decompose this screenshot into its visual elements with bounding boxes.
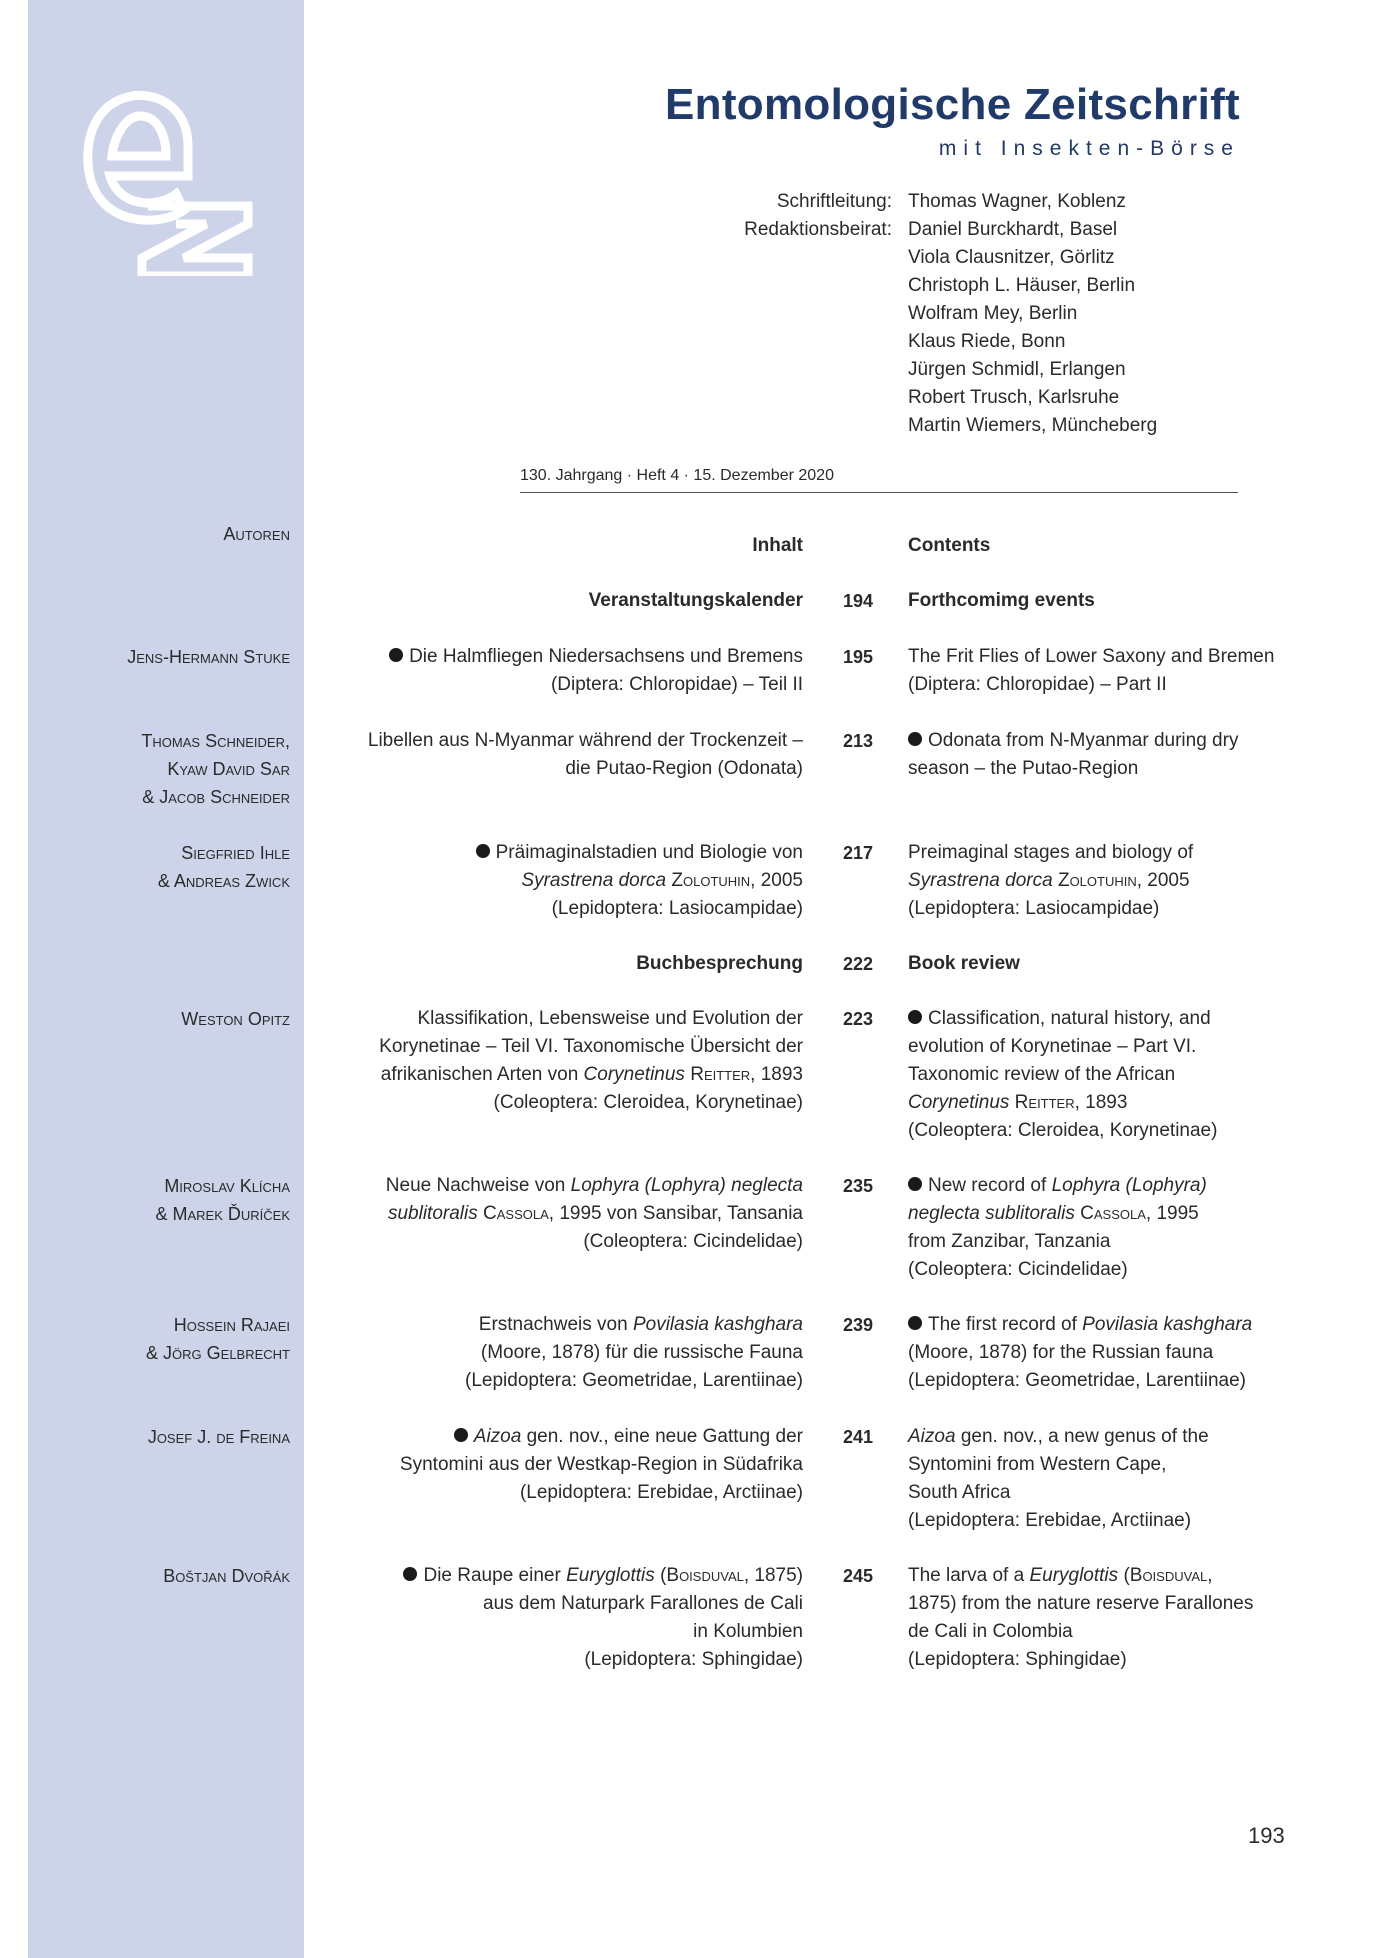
title-line: de Cali in Colombia — [908, 1621, 1073, 1642]
entry-title-en — [908, 839, 1308, 923]
author-name: & Andreas Zwick — [157, 871, 290, 891]
events-page: 194 — [842, 591, 874, 611]
title-line: season – the Putao-Region — [908, 758, 1139, 779]
title-line: die Putao-Region (Odonata) — [565, 758, 803, 779]
species-name: sublitoralis — [387, 1203, 478, 1224]
entry-authors — [146, 1311, 290, 1367]
species-author: Zolotuhin, 2005 — [1057, 870, 1190, 891]
board-member: Klaus Riede, Bonn — [908, 331, 1066, 352]
title-line: 1875) from the nature reserve Farallones — [908, 1593, 1254, 1614]
title-line: (Moore, 1878) for the Russian fauna — [908, 1342, 1214, 1363]
board-member: Daniel Burckhardt, Basel — [908, 219, 1118, 240]
entry-title-en — [908, 1562, 1308, 1674]
header-divider — [520, 492, 1238, 493]
board-member: Christoph L. Häuser, Berlin — [908, 275, 1136, 296]
open-access-dot-icon — [908, 1316, 922, 1330]
editorial-labels — [744, 188, 892, 244]
entry-title-de — [333, 1311, 803, 1395]
entry-authors — [148, 1423, 290, 1451]
title-line: New record of — [928, 1175, 1047, 1196]
genus-name: Aizoa — [908, 1426, 956, 1447]
title-line: (Lepidoptera: Lasiocampidae) — [551, 898, 803, 919]
entry-title-de — [333, 839, 803, 923]
title-line: (Coleoptera: Cicindelidae) — [583, 1231, 803, 1252]
title-line: Die Halmfliegen Niedersachsens und Bremens — [409, 646, 803, 667]
title-line: in Kolumbien — [693, 1621, 803, 1642]
title-line: The Frit Flies of Lower Saxony and Bremen — [908, 646, 1275, 667]
entry-title-en — [908, 643, 1308, 699]
events-title-en: Forthcomimg events — [908, 590, 1095, 611]
title-line: aus dem Naturpark Farallones de Cali — [483, 1593, 803, 1614]
entry-page: 241 — [842, 1427, 874, 1447]
entry-page: 195 — [842, 647, 874, 667]
title-line: (Lepidoptera: Geometridae, Larentiinae) — [465, 1370, 803, 1391]
editor-name: Thomas Wagner, Koblenz — [908, 191, 1126, 212]
species-name: Lophyra (Lophyra) neglecta — [570, 1175, 803, 1196]
species-name: neglecta sublitoralis — [908, 1203, 1075, 1224]
entry-title-en — [908, 727, 1308, 783]
genus-name: Corynetinus — [583, 1064, 685, 1085]
title-line: (Lepidoptera: Geometridae, Larentiinae) — [908, 1370, 1246, 1391]
title-line: Libellen aus N-Myanmar während der Trockenzeit – — [367, 730, 803, 751]
species-name: Syrastrena dorca — [521, 870, 667, 891]
entry-title-en — [908, 1172, 1308, 1284]
board-member: Martin Wiemers, Müncheberg — [908, 415, 1158, 436]
author-name: & Jacob Schneider — [142, 787, 290, 807]
entry-page: 239 — [842, 1315, 874, 1335]
title-line: (Coleoptera: Cicindelidae) — [908, 1259, 1128, 1280]
title-line: South Africa — [908, 1482, 1011, 1503]
title-line: (Moore, 1878) für die russische Fauna — [480, 1342, 803, 1363]
contents-heading-de: Inhalt — [752, 535, 803, 556]
board-member: Robert Trusch, Karlsruhe — [908, 387, 1120, 408]
author-name: Josef J. de Freina — [147, 1427, 290, 1447]
title-line: Neue Nachweise von — [385, 1175, 566, 1196]
title-line: Preimaginal stages and biology of — [908, 842, 1194, 863]
board-member: Viola Clausnitzer, Görlitz — [908, 247, 1115, 268]
issue-info: 130. Jahrgang · Heft 4 · 15. Dezember 2020 — [520, 467, 834, 484]
title-line: (Diptera: Chloropidae) – Part II — [908, 674, 1167, 695]
species-author: Cassola, 1995 — [483, 1203, 602, 1224]
title-line: Classification, natural history, and — [928, 1008, 1211, 1029]
species-name: Syrastrena dorca — [908, 870, 1053, 891]
genus-author: Reitter, 1893 — [690, 1064, 803, 1085]
species-name: Lophyra (Lophyra) — [1051, 1175, 1207, 1196]
title-line: (Lepidoptera: Lasiocampidae) — [908, 898, 1160, 919]
open-access-dot-icon — [908, 732, 922, 746]
journal-subtitle: mit Insekten-Börse — [938, 137, 1240, 160]
entry-title-en — [908, 1005, 1308, 1145]
events-title-de: Veranstaltungskalender — [588, 590, 803, 611]
open-access-dot-icon — [389, 648, 403, 662]
entry-authors — [158, 839, 290, 895]
species-name: Povilasia kashghara — [632, 1314, 803, 1335]
author-name: & Jörg Gelbrecht — [146, 1343, 290, 1363]
title-line: von Sansibar, Tansania — [606, 1203, 803, 1224]
title-line: Korynetinae – Teil VI. Taxonomische Übersicht der — [379, 1036, 803, 1057]
entry-title-de — [333, 643, 803, 699]
entry-page: 217 — [842, 843, 874, 863]
species-author: Cassola, 1995 — [1080, 1203, 1199, 1224]
title-line: (Diptera: Chloropidae) – Teil II — [550, 674, 803, 695]
contents-heading-en: Contents — [908, 535, 991, 556]
author-name: Kyaw David Sar — [167, 759, 290, 779]
title-line: Taxonomic review of the African — [908, 1064, 1176, 1085]
ez-logo — [80, 86, 260, 276]
title-line: (Lepidoptera: Erebidae, Arctiinae) — [519, 1482, 803, 1503]
title-line: Syntomini from Western Cape, — [908, 1454, 1167, 1475]
title-line: Klassifikation, Lebensweise und Evolution der — [417, 1008, 803, 1029]
entry-title-de — [333, 1005, 803, 1117]
review-title-de: Buchbesprechung — [636, 953, 803, 974]
title-line: Syntomini aus der Westkap-Region in Südafrika — [399, 1454, 803, 1475]
title-line: Die Raupe einer — [423, 1565, 561, 1586]
title-line: The larva of a — [908, 1565, 1025, 1586]
open-access-dot-icon — [403, 1567, 417, 1581]
title-line: gen. nov., a new genus of the — [960, 1426, 1209, 1447]
journal-title: Entomologische Zeitschrift — [665, 80, 1240, 129]
page-number: 193 — [1248, 1823, 1285, 1848]
entry-title-en — [908, 1423, 1308, 1535]
author-name: Weston Opitz — [181, 1009, 290, 1029]
genus-name: Corynetinus — [908, 1092, 1010, 1113]
entry-authors — [127, 643, 290, 671]
title-line: Präimaginalstadien und Biologie von — [495, 842, 803, 863]
entry-title-de — [333, 727, 803, 783]
title-line: from Zanzibar, Tanzania — [908, 1231, 1111, 1252]
entry-page: 235 — [842, 1176, 874, 1196]
review-page: 222 — [842, 954, 874, 974]
editorial-names — [908, 188, 1157, 440]
genus-author: (Boisduval, — [1123, 1565, 1213, 1586]
title-line: (Lepidoptera: Erebidae, Arctiinae) — [908, 1510, 1192, 1531]
genus-author: (Boisduval, 1875) — [660, 1565, 803, 1586]
entry-title-de — [333, 1423, 803, 1507]
open-access-dot-icon — [454, 1428, 468, 1442]
open-access-dot-icon — [908, 1177, 922, 1191]
entry-title-de — [333, 1172, 803, 1256]
editor-label: Schriftleitung: — [776, 191, 892, 212]
species-author: Zolotuhin, 2005 — [671, 870, 803, 891]
species-name: Povilasia kashghara — [1082, 1314, 1253, 1335]
author-name: Thomas Schneider, — [141, 731, 290, 751]
genus-author: Reitter, 1893 — [1014, 1092, 1128, 1113]
entry-page: 223 — [842, 1009, 874, 1029]
genus-name: Aizoa — [473, 1426, 522, 1447]
author-name: Miroslav Klícha — [164, 1176, 290, 1196]
board-member: Wolfram Mey, Berlin — [908, 303, 1078, 324]
review-title-en: Book review — [908, 953, 1020, 974]
title-line: (Coleoptera: Cleroidea, Korynetinae) — [493, 1092, 803, 1113]
title-line: gen. nov., eine neue Gattung der — [526, 1426, 803, 1447]
author-name: Jens-Hermann Stuke — [127, 647, 290, 667]
author-name: Siegfried Ihle — [181, 843, 290, 863]
title-line: evolution of Korynetinae – Part VI. — [908, 1036, 1197, 1057]
entry-title-de — [333, 1562, 803, 1674]
title-line: Odonata from N-Myanmar during dry — [928, 730, 1239, 751]
entry-page: 245 — [842, 1566, 874, 1586]
genus-name: Euryglottis — [566, 1565, 655, 1586]
open-access-dot-icon — [908, 1010, 922, 1024]
title-line: The first record of — [928, 1314, 1077, 1335]
authors-heading: Autoren — [223, 524, 290, 544]
open-access-dot-icon — [476, 844, 490, 858]
board-label: Redaktionsbeirat: — [744, 219, 892, 240]
genus-name: Euryglottis — [1029, 1565, 1119, 1586]
entry-authors — [163, 1562, 290, 1590]
entry-authors — [155, 1172, 290, 1228]
author-name: & Marek Ďuríček — [155, 1204, 290, 1224]
title-line: afrikanischen Arten von — [380, 1064, 579, 1085]
board-member: Jürgen Schmidl, Erlangen — [908, 359, 1126, 380]
entry-title-en — [908, 1311, 1308, 1395]
entry-authors — [141, 727, 290, 811]
entry-authors — [181, 1005, 290, 1033]
sidebar-band — [28, 0, 304, 1958]
title-line: (Lepidoptera: Sphingidae) — [584, 1649, 803, 1670]
author-name: Hossein Rajaei — [173, 1315, 290, 1335]
title-line: (Coleoptera: Cleroidea, Korynetinae) — [908, 1120, 1218, 1141]
author-name: Boštjan Dvořák — [163, 1566, 290, 1586]
title-line: Erstnachweis von — [478, 1314, 628, 1335]
entry-page: 213 — [842, 731, 874, 751]
title-line: (Lepidoptera: Sphingidae) — [908, 1649, 1127, 1670]
